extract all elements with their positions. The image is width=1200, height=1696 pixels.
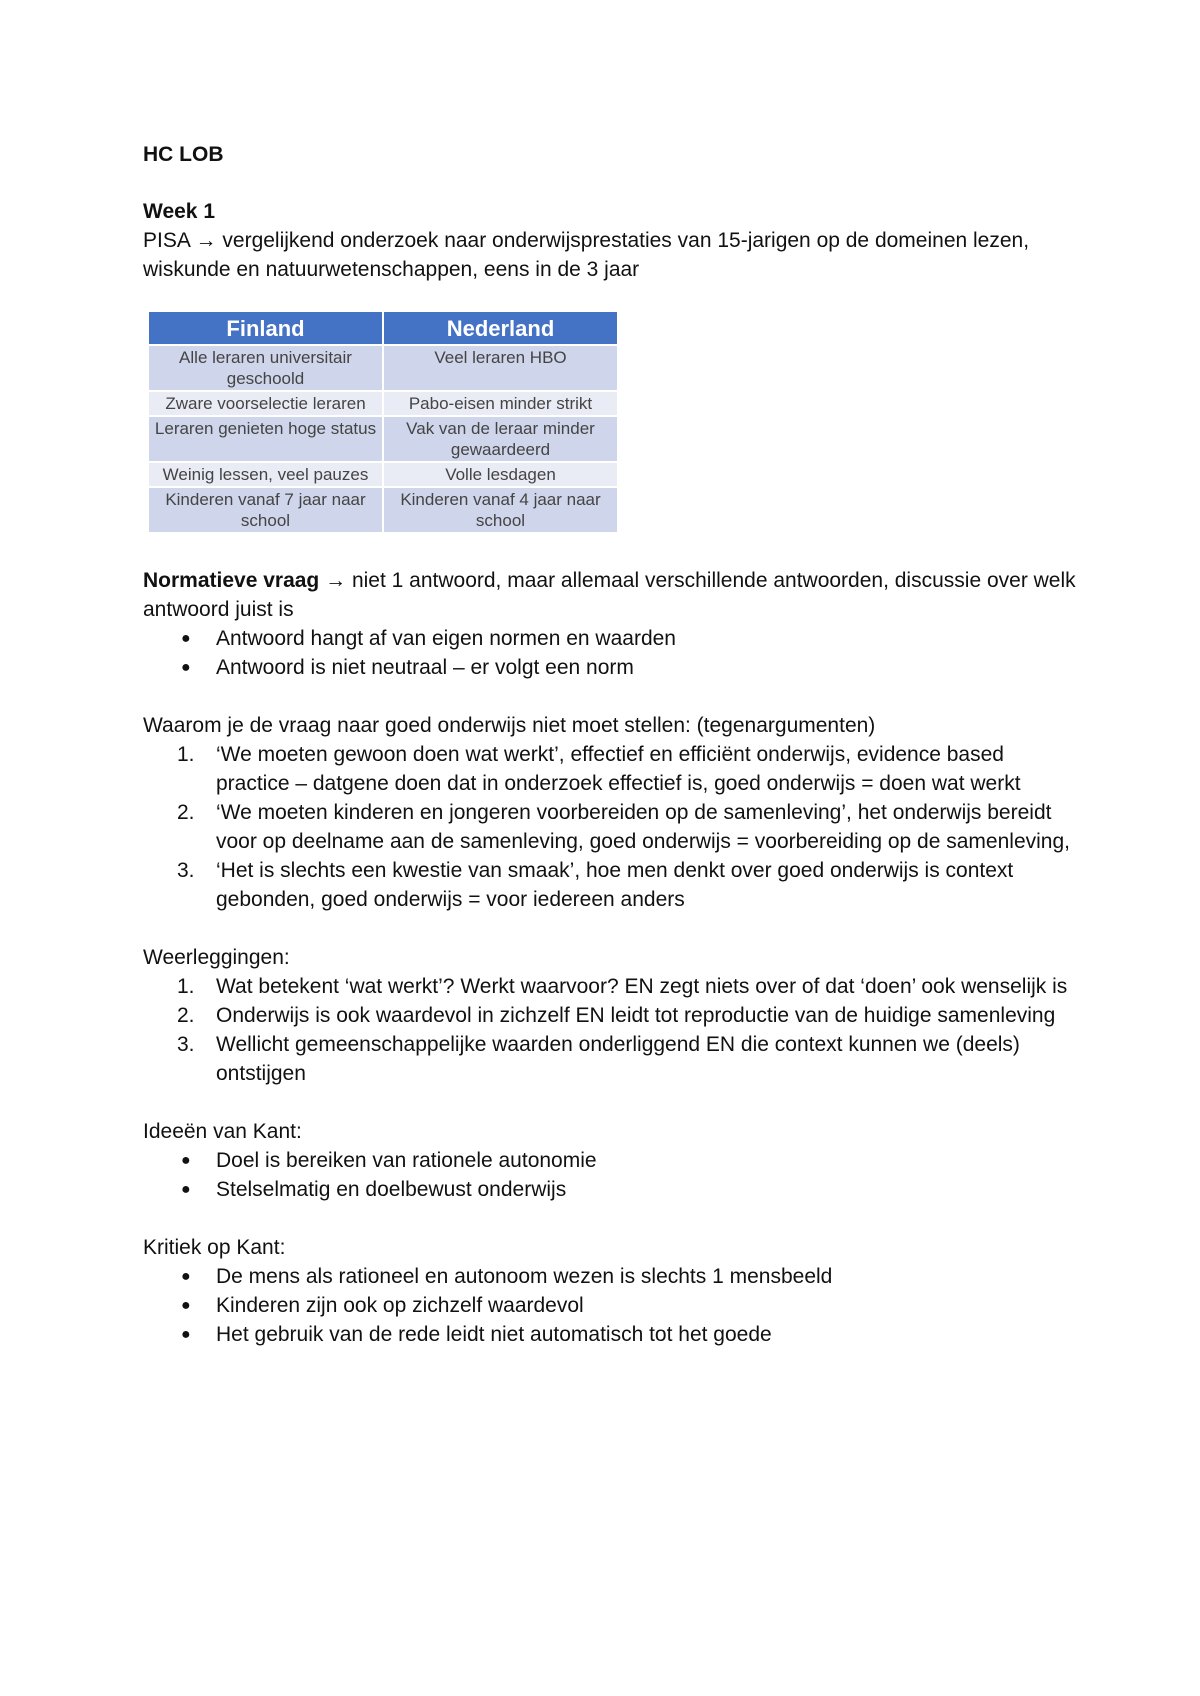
table-row	[149, 392, 617, 415]
comparison-table	[147, 310, 619, 534]
table-row	[149, 463, 617, 486]
list-number: 1.	[177, 975, 195, 998]
normatief-text: niet 1 antwoord, maar allemaal verschillende antwoorden, discussie over welk antwoord juist is	[143, 569, 1076, 621]
list-item	[143, 653, 1083, 682]
bullet-icon: ●	[181, 1268, 191, 1285]
table-cell: Leraren genieten hoge status	[149, 417, 382, 461]
bullet-icon: ●	[181, 1326, 191, 1343]
list-item-text: ‘We moeten kinderen en jongeren voorbereiden op de samenleving’, het onderwijs bereidt voor op deelname aan de samenleving, goed onderwijs = voorbereiding op de samenleving,	[216, 801, 1070, 853]
bullet-icon: ●	[181, 659, 191, 676]
table-header-finland: Finland	[149, 312, 382, 344]
bullet-icon: ●	[181, 1297, 191, 1314]
kant-section	[143, 1117, 1083, 1204]
list-item	[143, 798, 1083, 856]
waarom-section	[143, 711, 1083, 914]
list-number: 3.	[177, 859, 195, 882]
list-item	[143, 740, 1083, 798]
list-item-text: Onderwijs is ook waardevol in zichzelf EN leidt tot reproductie van de huidige samenleving	[216, 1004, 1056, 1027]
bullet-icon: ●	[181, 1152, 191, 1169]
list-item	[143, 1001, 1083, 1030]
list-item-text: ‘We moeten gewoon doen wat werkt’, effectief en efficiënt onderwijs, evidence based practice – datgene doen dat in onderzoek effectief is, goed onderwijs = doen wat werkt	[216, 743, 1021, 795]
list-item-text: Antwoord hangt af van eigen normen en waarden	[216, 627, 676, 650]
table-cell: Veel leraren HBO	[384, 346, 617, 390]
list-item-text: Stelselmatig en doelbewust onderwijs	[216, 1178, 567, 1201]
pisa-text: vergelijkend onderzoek naar onderwijsprestaties van 15-jarigen op de domeinen lezen, wiskunde en natuurwetenschappen, eens in de 3 jaar	[143, 229, 1030, 281]
table-row	[149, 488, 617, 532]
table-cell: Weinig lessen, veel pauzes	[149, 463, 382, 486]
kritiek-bullet-list	[143, 1262, 1083, 1349]
list-item-text: Het gebruik van de rede leidt niet automatisch tot het goede	[216, 1323, 772, 1346]
weerleggingen-section	[143, 943, 1083, 1088]
list-item	[143, 1291, 1083, 1320]
list-item	[143, 856, 1083, 914]
list-item	[143, 1320, 1083, 1349]
list-item	[143, 1262, 1083, 1291]
bullet-icon: ●	[181, 1181, 191, 1198]
list-item-text: Wellicht gemeenschappelijke waarden onderliggend EN die context kunnen we (deels) ontstijgen	[216, 1033, 1020, 1085]
table-cell: Alle leraren universitair geschoold	[149, 346, 382, 390]
arrow-icon: →	[325, 569, 347, 592]
list-item-text: Antwoord is niet neutraal – er volgt een norm	[216, 656, 634, 679]
table-row	[149, 417, 617, 461]
arrow-icon: →	[195, 229, 217, 252]
list-item-text: Wat betekent ‘wat werkt’? Werkt waarvoor? EN zegt niets over of dat ‘doen’ ook wenselijk is	[216, 975, 1068, 998]
list-number: 1.	[177, 743, 195, 766]
kritiek-section	[143, 1233, 1083, 1349]
waarom-heading: Waarom je de vraag naar goed onderwijs niet moet stellen: (tegenargumenten)	[143, 714, 876, 737]
normatief-term: Normatieve vraag	[143, 569, 320, 592]
weerleggingen-numbered-list	[143, 972, 1083, 1088]
normatief-bullet-list	[143, 624, 1083, 682]
list-item	[143, 1146, 1083, 1175]
pisa-paragraph	[143, 226, 1083, 284]
table-cell: Pabo-eisen minder strikt	[384, 392, 617, 415]
normatief-section	[143, 566, 1083, 682]
list-item	[143, 1175, 1083, 1204]
table-cell: Kinderen vanaf 7 jaar naar school	[149, 488, 382, 532]
normatief-paragraph	[143, 566, 1083, 624]
table-cell: Volle lesdagen	[384, 463, 617, 486]
kant-heading: Ideeën van Kant:	[143, 1120, 302, 1143]
table-cell: Vak van de leraar minder gewaardeerd	[384, 417, 617, 461]
table-header-nederland: Nederland	[384, 312, 617, 344]
list-item-text: De mens als rationeel en autonoom wezen is slechts 1 mensbeeld	[216, 1265, 833, 1288]
kritiek-heading: Kritiek op Kant:	[143, 1236, 286, 1259]
list-number: 3.	[177, 1033, 195, 1056]
table-row	[149, 346, 617, 390]
bullet-icon: ●	[181, 630, 191, 647]
list-number: 2.	[177, 1004, 195, 1027]
table-cell: Kinderen vanaf 4 jaar naar school	[384, 488, 617, 532]
list-item	[143, 1030, 1083, 1088]
list-item	[143, 972, 1083, 1001]
list-item-text: Kinderen zijn ook op zichzelf waardevol	[216, 1294, 584, 1317]
pisa-term: PISA	[143, 229, 190, 252]
weerleggingen-heading: Weerleggingen:	[143, 946, 290, 969]
list-number: 2.	[177, 801, 195, 824]
list-item-text: Doel is bereiken van rationele autonomie	[216, 1149, 597, 1172]
list-item-text: ‘Het is slechts een kwestie van smaak’, hoe men denkt over goed onderwijs is context gebonden, goed onderwijs = voor iedereen anders	[216, 859, 1014, 911]
kant-bullet-list	[143, 1146, 1083, 1204]
document-title: HC LOB	[143, 143, 224, 166]
table-cell: Zware voorselectie leraren	[149, 392, 382, 415]
document-page	[143, 140, 1083, 1378]
waarom-numbered-list	[143, 740, 1083, 914]
list-item	[143, 624, 1083, 653]
week-heading: Week 1	[143, 200, 215, 223]
